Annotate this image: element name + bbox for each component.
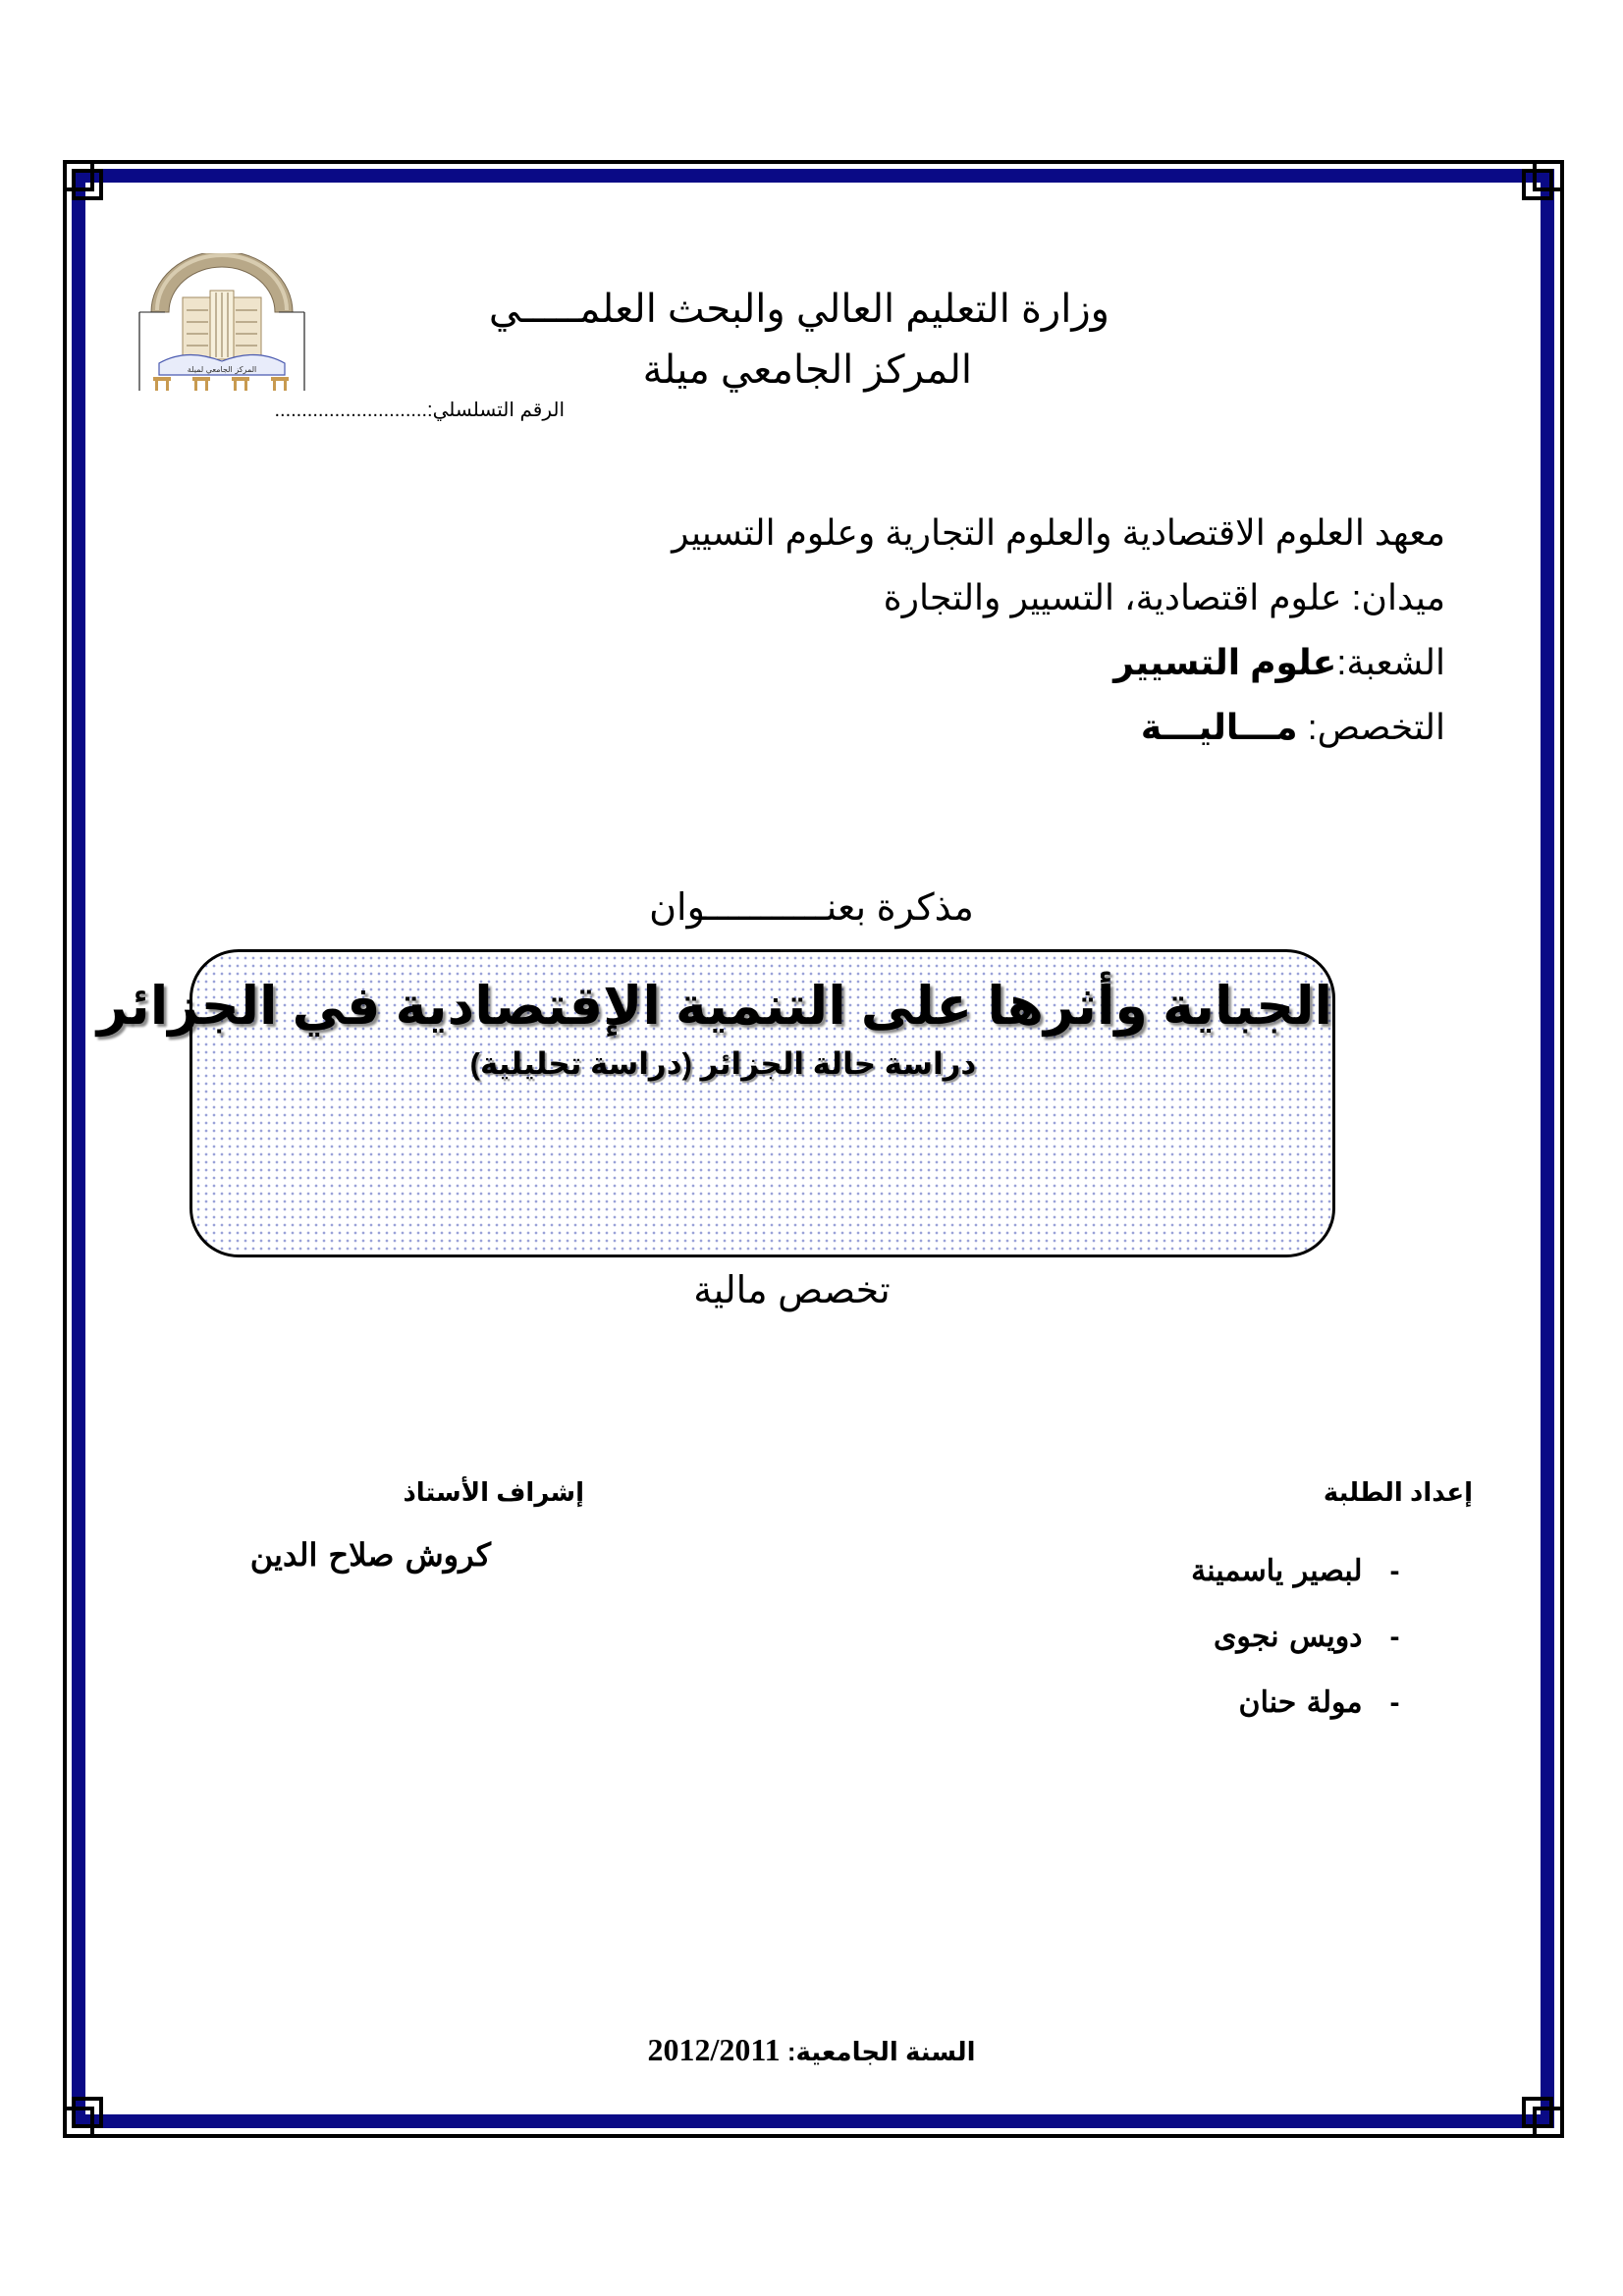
academic-year-value: 2012/2011 [647,2032,781,2067]
memo-intro [0,883,1623,933]
corner-knot-tr-b [1522,169,1553,200]
field-label: ميدان: [1351,577,1445,617]
field-value: علوم اقتصادية، التسيير والتجارة [883,577,1342,617]
institute-name: معهد العلوم الاقتصادية والعلوم التجارية وعلوم التسيير [672,512,1445,553]
ministry-name: وزارة التعليم العالي والبحث العلمـــــي [488,288,1109,331]
supervisor-label: إشراف الأستاذ [403,1477,584,1507]
university-center-name: المركز الجامعي ميلة [642,348,972,392]
border-navy-right [1541,169,1554,2128]
academic-year [0,2030,1623,2071]
serial-number-label: الرقم التسلسلي: [427,400,565,421]
corner-knot-br-b [1522,2097,1553,2128]
bullet-dash-icon: - [1389,1621,1400,1653]
university-logo [137,253,306,391]
supervisor-name: كروش صلاح الدين [249,1536,491,1574]
corner-knot-tl-b [72,169,103,200]
student-item [1191,1549,1417,1594]
border-navy-bottom [72,2114,1554,2128]
thesis-subtitle: دراسة حالة الجزائر (دراسة تحليلية) [469,1046,977,1081]
specialization [0,1266,1623,1315]
branch-label: الشعبة: [1336,642,1445,682]
university-building-arch-icon [137,253,306,391]
branch-line [672,630,1445,695]
student-item [1214,1615,1417,1660]
serial-number [274,397,565,424]
corner-knot-bl-b [72,2097,103,2128]
student-name: مولة حنان [1238,1685,1363,1720]
academic-year-label: السنة الجامعية: [786,2037,976,2066]
student-item [1239,1681,1417,1726]
memo-intro-text: مذكرة بعنـــــــــــوان [649,887,974,929]
specialization-text: تخصص مالية [693,1270,891,1311]
serial-number-value: ............................ [274,400,428,421]
bullet-dash-icon: - [1389,1686,1400,1719]
student-name: دويس نجوى [1213,1620,1363,1654]
bullet-dash-icon: - [1389,1555,1400,1587]
branch-value: علوم التسيير [1113,642,1337,682]
institute-info [672,501,1445,760]
thesis-title: الجباية وأثرها على التنمية الإقتصادية في الجزائر [96,977,1332,1036]
field-line [672,565,1445,630]
specialty-label: التخصص: [1307,707,1445,747]
specialty-value: مـــاليـــة [1140,707,1298,747]
border-navy-left [72,169,85,2128]
students-label: إعداد الطلبة [1323,1477,1473,1507]
specialty-line [672,695,1445,760]
title-box [96,949,1335,1257]
svg-text:المركز الجامعي لميلة: المركز الجامعي لميلة [187,365,257,374]
student-name: لبصير ياسمينة [1191,1554,1363,1588]
border-navy-top [72,169,1554,183]
